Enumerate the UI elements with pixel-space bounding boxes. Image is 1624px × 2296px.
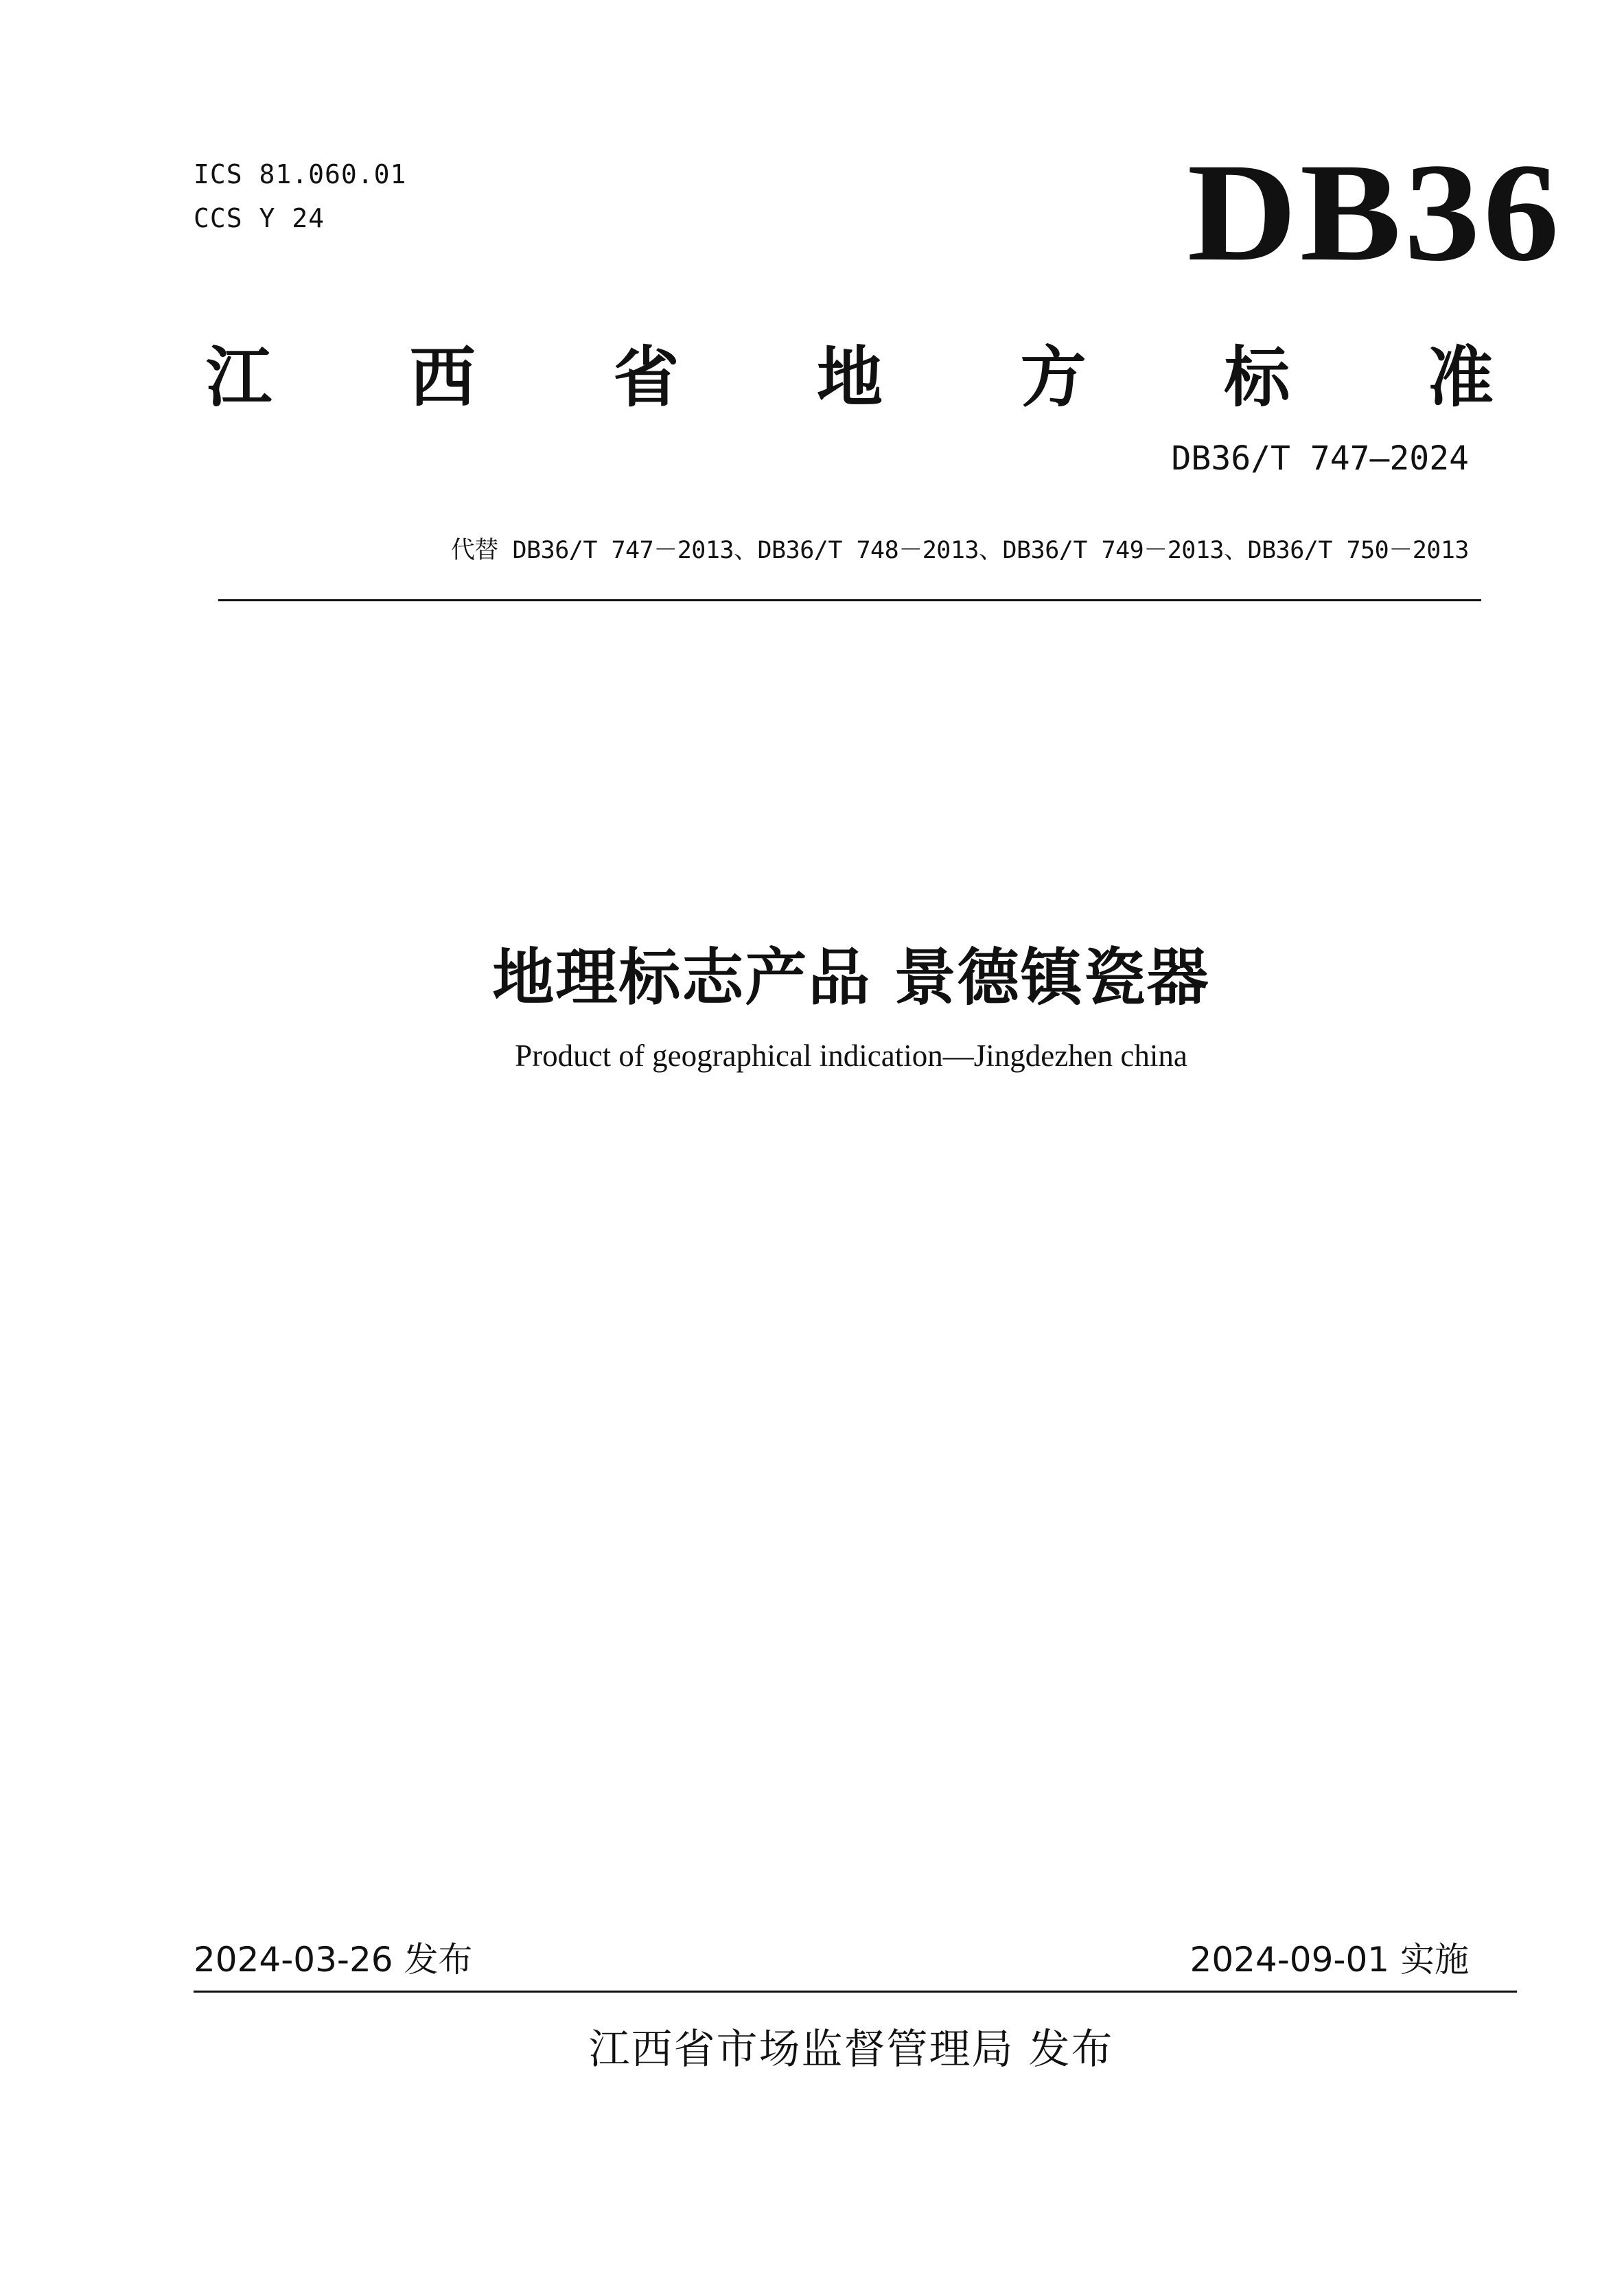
standard-type-char: 西 (409, 339, 476, 416)
standard-type-char: 标 (1224, 339, 1290, 416)
issue-date: 2024-03-26 发布 (194, 1940, 473, 1980)
standard-type-char: 方 (1020, 339, 1087, 416)
ics-code: ICS 81.060.01 (194, 159, 407, 189)
standard-type-char: 地 (816, 339, 883, 416)
ccs-code: CCS Y 24 (194, 203, 325, 233)
implementation-date: 2024-09-01 实施 (1190, 1940, 1469, 1980)
bottom-divider (194, 1991, 1517, 1993)
standard-type-char: 江 (206, 339, 272, 416)
top-divider (218, 599, 1481, 601)
document-title-cn: 地理标志产品 景德镇瓷器 (492, 942, 1210, 1014)
document-title-en: Product of geographical indication—Jingdezhen china (515, 1039, 1187, 1073)
db-code-mark: DB36 (1187, 135, 1562, 290)
publisher: 江西省市场监督管理局 发布 (588, 2026, 1114, 2074)
replaces-line: 代替 DB36/T 747－2013、DB36/T 748－2013、DB36/T 749－2013、DB36/T 750－2013 (450, 537, 1469, 564)
standard-type-char: 省 (613, 339, 680, 416)
standard-number: DB36/T 747—2024 (1171, 439, 1469, 478)
standard-type-title (206, 336, 1494, 419)
standard-type-char: 准 (1427, 339, 1494, 416)
